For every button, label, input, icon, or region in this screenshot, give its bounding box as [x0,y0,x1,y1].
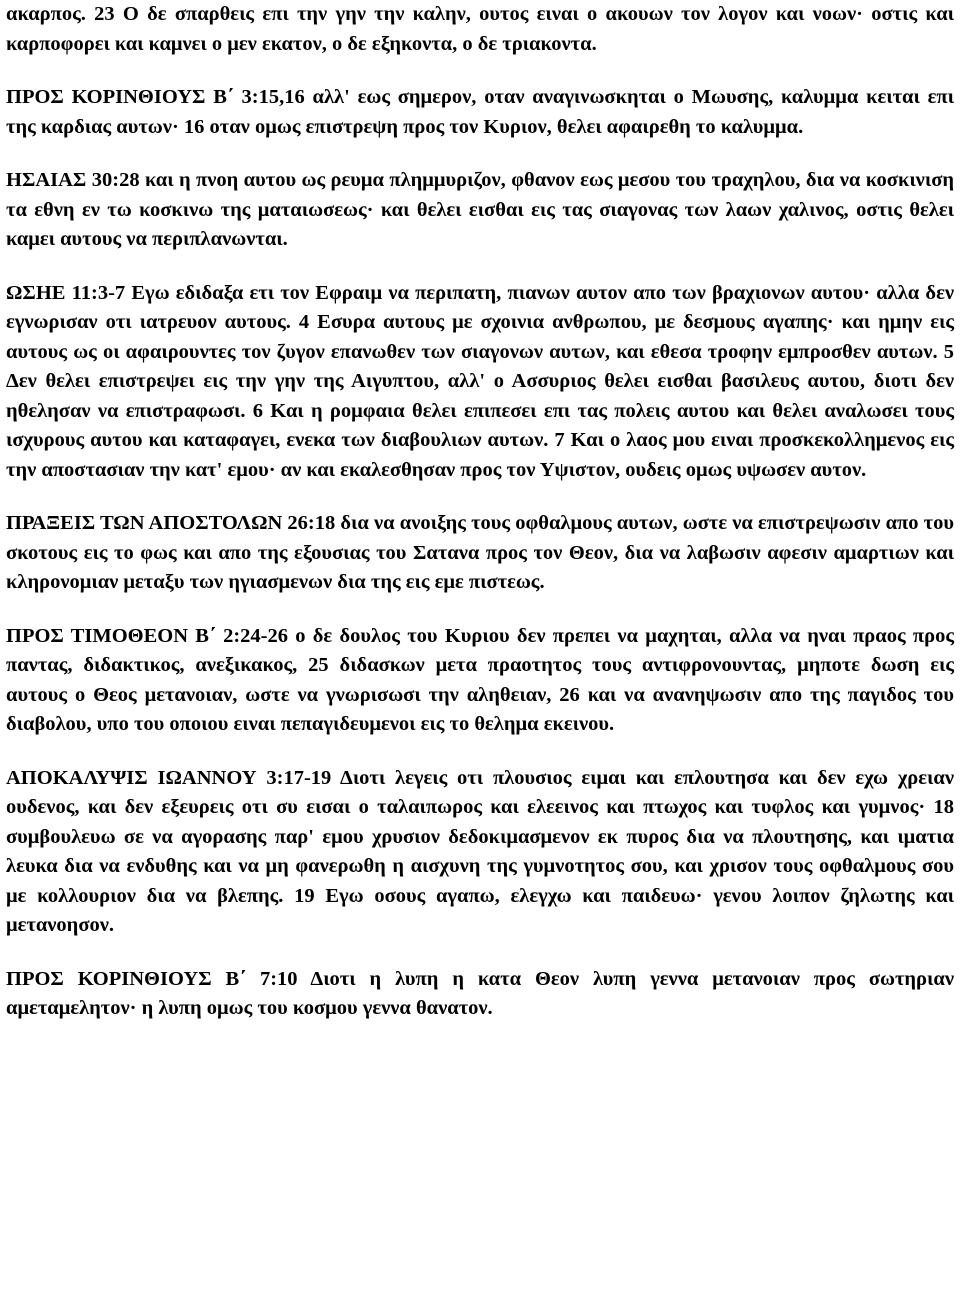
paragraph-timothy-2-2: ΠΡΟΣ ΤΙΜΟΘΕΟΝ Β΄ 2:24-26 ο δε δουλος του Κυριου δεν πρεπει να μαχηται, αλλα να ηναι πραος προς παντας, διδακτικος, ανεξικακος, 25 διδασκων μετα πραοτητος τους αντιφρονουντας, μηποτε δωση εις αυτους ο Θεος μετανοιαν, ωστε να γνωρισωσι την αληθειαν, 26 και να ανανηψωσιν απο της παγιδος του διαβολου, υπο του οποιου ειναι πεπαγιδευμενοι εις το θελημα εκεινου. [6,624,954,735]
document-page [6,0,954,1024]
paragraph-continuation: ακαρπος. 23 Ο δε σπαρθεις επι την γην την καλην, ουτος ειναι ο ακουων τον λογον και νοων· οστις και καρποφορει και καμνει ο μεν εκατον, ο δε εξηκοντα, ο δε τριακοντα. [6,3,954,55]
paragraph-hosea-11: ΩΣΗΕ 11:3-7 Εγω εδιδαξα ετι τον Εφραιμ να περιπατη, πιανων αυτον απο των βραχιονων αυτου· αλλα δεν εγνωρισαν οτι ιατρευον αυτους. 4 Εσυρα αυτους με σχοινια ανθρωπου, με δεσμους αγαπης· και ημην εις αυτους ως οι αφαιρουντες τον ζυγον επανωθεν των σιαγονων αυτων, και εθεσα τροφην εμπροσθεν αυτων. 5 Δεν θελει επιστρεψει εις την γην της Αιγυπτου, αλλ' ο Ασσυριος θελει εισθαι βασιλευς αυτου, διοτι δεν ηθελησαν να επιστραφωσι. 6 Και η ρομφαια θελει επιπεσει επι τας πολεις αυτου και θελει αναλωσει τους ισχυρους αυτου και καταφαγει, ενεκα των διαβουλιων αυτων. 7 Και ο λαος μου ειναι προσκεκολλημενος εις την αποστασιαν την κατ' εμου· αν και εκαλεσθησαν προς τον Υψιστον, ουδεις ομως υψωσεν αυτον. [6,281,954,481]
paragraph-revelation-3: ΑΠΟΚΑΛΥΨΙΣ ΙΩΑΝΝΟΥ 3:17-19 Διοτι λεγεις οτι πλουσιος ειμαι και επλουτησα και δεν εχω χρειαν ουδενος, και δεν εξευρεις οτι συ εισαι ο ταλαιπωρος και ελεεινος και πτωχος και τυφλος και γυμνος· 18 συμβουλευω σε να αγορασης παρ' εμου χρυσιον δεδοκιμασμενον εκ πυρος δια να πλουτησης, και ιματια λευκα δια να ενδυθης και να μη φανερωθη η αισχυνη της γυμνοτητος σου, και χρισον τους οφθαλμους σου με κολλουριον δια να βλεπης. 19 Εγω οσους αγαπω, ελεγχω και παιδευω· γενου λοιπον ζηλωτης και μετανοησον. [6,766,954,936]
paragraph-acts-26: ΠΡΑΞΕΙΣ ΤΩΝ ΑΠΟΣΤΟΛΩΝ 26:18 δια να ανοιξης τους οφθαλμους αυτων, ωστε να επιστρεψωσιν απο του σκοτους εις το φως και απο της εξουσιας του Σατανα προς τον Θεον, δια να λαβωσιν αφεσιν αμαρτιων και κληρονομιαν μεταξυ των ηγιασμενων δια της εις εμε πιστεως. [6,512,954,593]
paragraph-isaiah-30: ΗΣΑΙΑΣ 30:28 και η πνοη αυτου ως ρευμα πλημμυριζον, φθανον εως μεσου του τραχηλου, δια να κοσκινιση τα εθνη εν τω κοσκινω της ματαιωσεως· και θελει εισθαι εις τας σιαγονας των λαων χαλινος, οστις θελει καμει αυτους να περιπλανωνται. [6,169,954,250]
paragraph-corinthians-2-3: ΠΡΟΣ ΚΟΡΙΝΘΙΟΥΣ Β΄ 3:15,16 αλλ' εως σημερον, οταν αναγινωσκηται ο Μωυσης, καλυμμα κειται επι της καρδιας αυτων· 16 οταν ομως επιστρεψη προς τον Κυριον, θελει αφαιρεθη το καλυμμα. [6,86,954,138]
paragraph-corinthians-2-7: ΠΡΟΣ ΚΟΡΙΝΘΙΟΥΣ Β΄ 7:10 Διοτι η λυπη η κατα Θεον λυπη γεννα μετανοιαν προς σωτηριαν αμεταμελητον· η λυπη ομως του κοσμου γεννα θανατον. [6,967,954,1019]
